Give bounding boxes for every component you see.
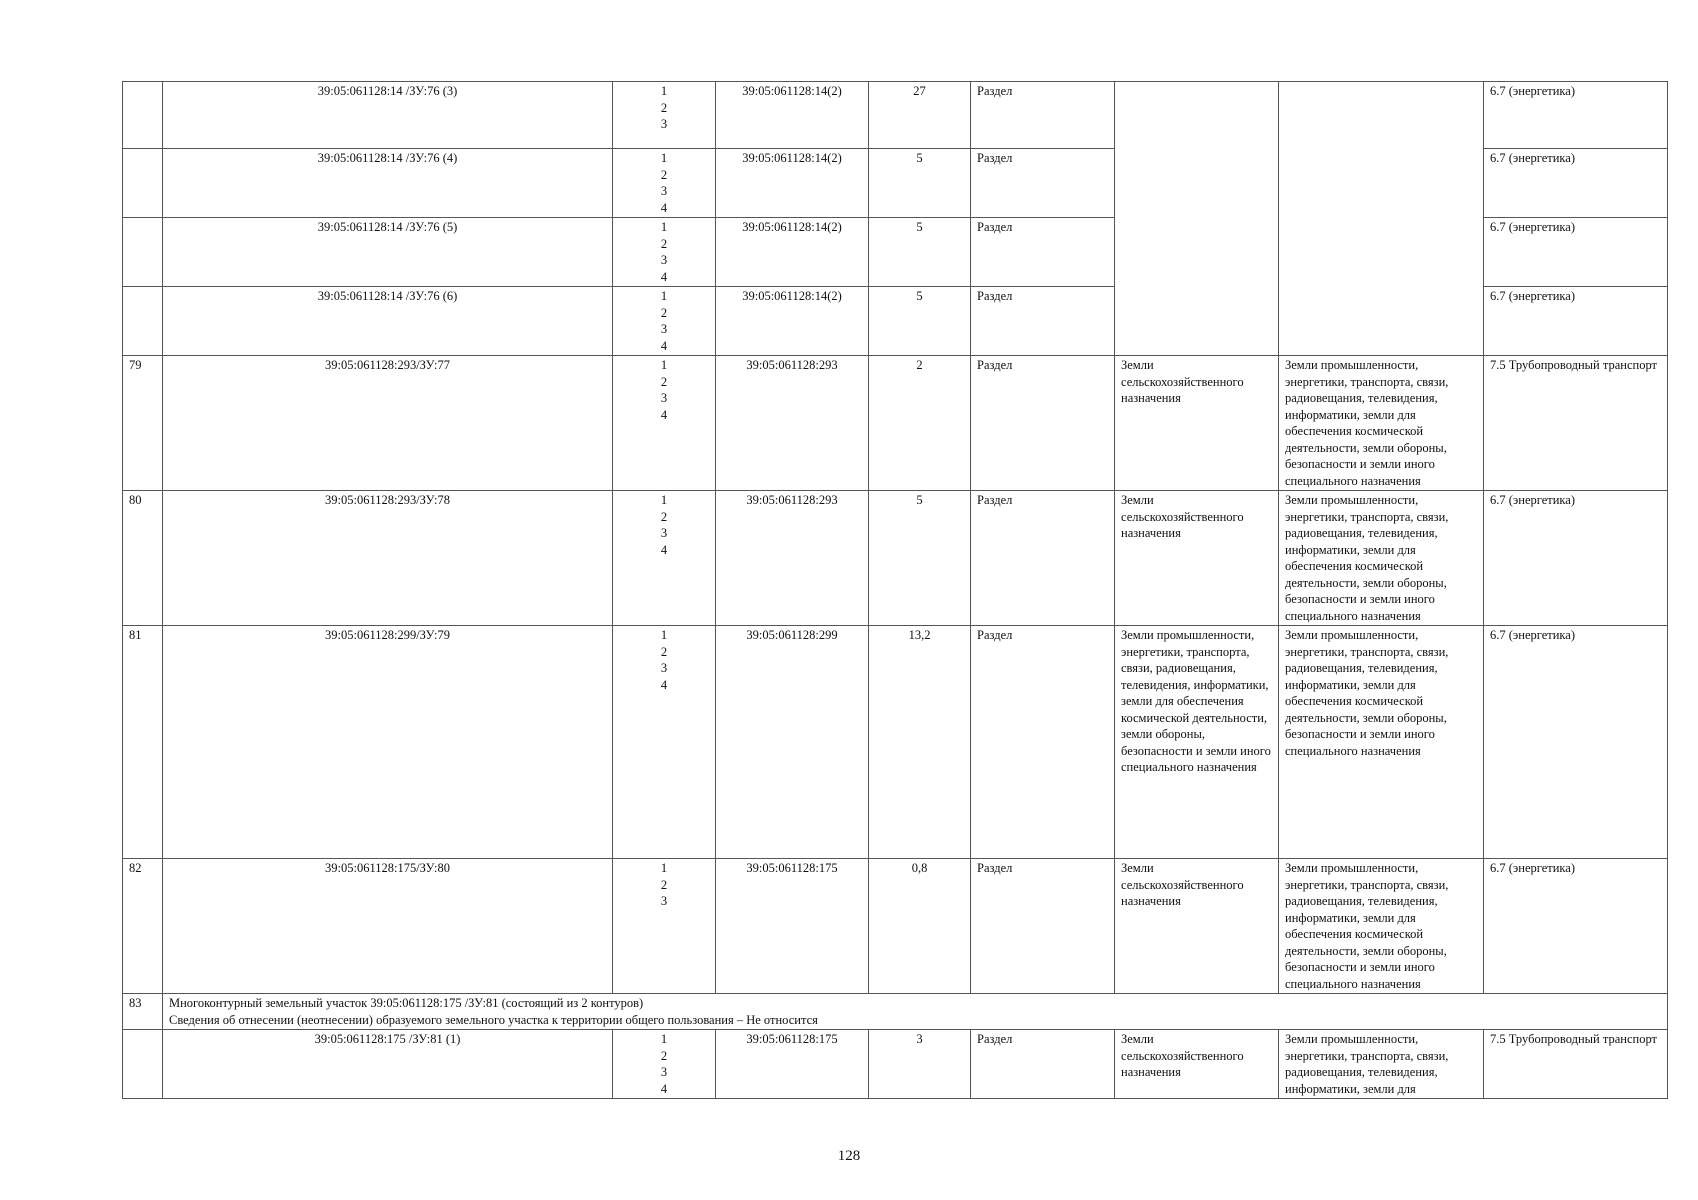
formation-method: Раздел <box>971 218 1115 287</box>
category-from: Земли промышленности, энергетики, транспорта, связи, радиовещания, телевидения, информатики, земли для обеспечения космической деятельности, земли обороны, безопасности и земли иного специального назначения <box>1115 626 1279 859</box>
plot-area: 5 <box>869 491 971 626</box>
plot-area: 5 <box>869 149 971 218</box>
table-row <box>123 491 1668 626</box>
table-row <box>123 82 1668 149</box>
row-number <box>123 218 163 287</box>
formation-method: Раздел <box>971 626 1115 859</box>
source-plot: 39:05:061128:293 <box>716 356 869 491</box>
point-list: 1 2 3 4 <box>613 287 716 356</box>
row-number: 83 <box>123 994 163 1030</box>
permitted-use: 6.7 (энергетика) <box>1484 287 1668 356</box>
row-number: 82 <box>123 859 163 994</box>
row-number: 80 <box>123 491 163 626</box>
permitted-use: 6.7 (энергетика) <box>1484 82 1668 149</box>
source-plot: 39:05:061128:14(2) <box>716 82 869 149</box>
point-list: 1 2 3 4 <box>613 1030 716 1099</box>
formation-method: Раздел <box>971 1030 1115 1099</box>
category-from: Земли сельскохозяйственного назначения <box>1115 859 1279 994</box>
permitted-use: 6.7 (энергетика) <box>1484 218 1668 287</box>
plot-id: 39:05:061128:175 /ЗУ:81 (1) <box>163 1030 613 1099</box>
table-row <box>123 1030 1668 1099</box>
plot-id: 39:05:061128:293/ЗУ:77 <box>163 356 613 491</box>
category-from: Земли сельскохозяйственного назначения <box>1115 1030 1279 1099</box>
category-to: Земли промышленности, энергетики, транспорта, связи, радиовещания, телевидения, информатики, земли для обеспечения космической деятельности, земли обороны, безопасности и земли иного специального назначения <box>1279 859 1484 994</box>
source-plot: 39:05:061128:14(2) <box>716 287 869 356</box>
permitted-use: 7.5 Трубопроводный транспорт <box>1484 356 1668 491</box>
plot-area: 5 <box>869 287 971 356</box>
category-from: Земли сельскохозяйственного назначения <box>1115 491 1279 626</box>
category-to: Земли промышленности, энергетики, транспорта, связи, радиовещания, телевидения, информатики, земли для обеспечения космической деятельности, земли обороны, безопасности и земли иного специального назначения <box>1279 356 1484 491</box>
source-plot: 39:05:061128:175 <box>716 1030 869 1099</box>
table-row <box>123 626 1668 859</box>
source-plot: 39:05:061128:14(2) <box>716 218 869 287</box>
table-row <box>123 859 1668 994</box>
plot-id: 39:05:061128:14 /ЗУ:76 (5) <box>163 218 613 287</box>
point-list: 1 2 3 <box>613 859 716 994</box>
table-row <box>123 356 1668 491</box>
plot-id: 39:05:061128:175/ЗУ:80 <box>163 859 613 994</box>
category-to-merged <box>1279 82 1484 356</box>
formation-method: Раздел <box>971 149 1115 218</box>
note-line-1: Многоконтурный земельный участок 39:05:061128:175 /ЗУ:81 (состоящий из 2 контуров) <box>169 996 644 1010</box>
formation-method: Раздел <box>971 859 1115 994</box>
row-number: 79 <box>123 356 163 491</box>
plot-area: 3 <box>869 1030 971 1099</box>
permitted-use: 6.7 (энергетика) <box>1484 859 1668 994</box>
permitted-use: 6.7 (энергетика) <box>1484 491 1668 626</box>
point-list: 1 2 3 4 <box>613 356 716 491</box>
plot-area: 27 <box>869 82 971 149</box>
row-number <box>123 1030 163 1099</box>
row-number <box>123 82 163 149</box>
source-plot: 39:05:061128:14(2) <box>716 149 869 218</box>
row-number <box>123 149 163 218</box>
formation-method: Раздел <box>971 82 1115 149</box>
point-list: 1 2 3 4 <box>613 149 716 218</box>
note-line-2: Сведения об отнесении (неотнесении) образуемого земельного участка к территории общего пользования – Не относится <box>169 1012 818 1027</box>
source-plot: 39:05:061128:175 <box>716 859 869 994</box>
category-from: Земли сельскохозяйственного назначения <box>1115 356 1279 491</box>
plot-area: 2 <box>869 356 971 491</box>
point-list: 1 2 3 4 <box>613 626 716 859</box>
table-row-note <box>123 994 1668 1030</box>
permitted-use: 6.7 (энергетика) <box>1484 149 1668 218</box>
plot-id: 39:05:061128:14 /ЗУ:76 (3) <box>163 82 613 149</box>
plot-id: 39:05:061128:293/ЗУ:78 <box>163 491 613 626</box>
row-number: 81 <box>123 626 163 859</box>
plot-id: 39:05:061128:299/ЗУ:79 <box>163 626 613 859</box>
plot-id: 39:05:061128:14 /ЗУ:76 (6) <box>163 287 613 356</box>
formation-method: Раздел <box>971 491 1115 626</box>
point-list: 1 2 3 4 <box>613 491 716 626</box>
category-from-merged <box>1115 82 1279 356</box>
point-list: 1 2 3 <box>613 82 716 149</box>
multi-contour-note <box>163 994 1668 1030</box>
point-list: 1 2 3 4 <box>613 218 716 287</box>
category-to: Земли промышленности, энергетики, транспорта, связи, радиовещания, телевидения, информатики, земли для обеспечения космической деятельности, земли обороны, безопасности и земли иного специального назначения <box>1279 491 1484 626</box>
formation-method: Раздел <box>971 287 1115 356</box>
source-plot: 39:05:061128:299 <box>716 626 869 859</box>
plot-id: 39:05:061128:14 /ЗУ:76 (4) <box>163 149 613 218</box>
category-to: Земли промышленности, энергетики, транспорта, связи, радиовещания, телевидения, информатики, земли для обеспечения космической деятельности, земли обороны, безопасности и земли иного специального назначения <box>1279 626 1484 859</box>
formation-method: Раздел <box>971 356 1115 491</box>
plot-area: 0,8 <box>869 859 971 994</box>
permitted-use: 7.5 Трубопроводный транспорт <box>1484 1030 1668 1099</box>
row-number <box>123 287 163 356</box>
category-to: Земли промышленности, энергетики, транспорта, связи, радиовещания, телевидения, информатики, земли для <box>1279 1030 1484 1099</box>
page-number: 128 <box>837 1148 861 1164</box>
source-plot: 39:05:061128:293 <box>716 491 869 626</box>
plot-area: 13,2 <box>869 626 971 859</box>
permitted-use: 6.7 (энергетика) <box>1484 626 1668 859</box>
land-plots-table <box>122 81 1668 1099</box>
plot-area: 5 <box>869 218 971 287</box>
